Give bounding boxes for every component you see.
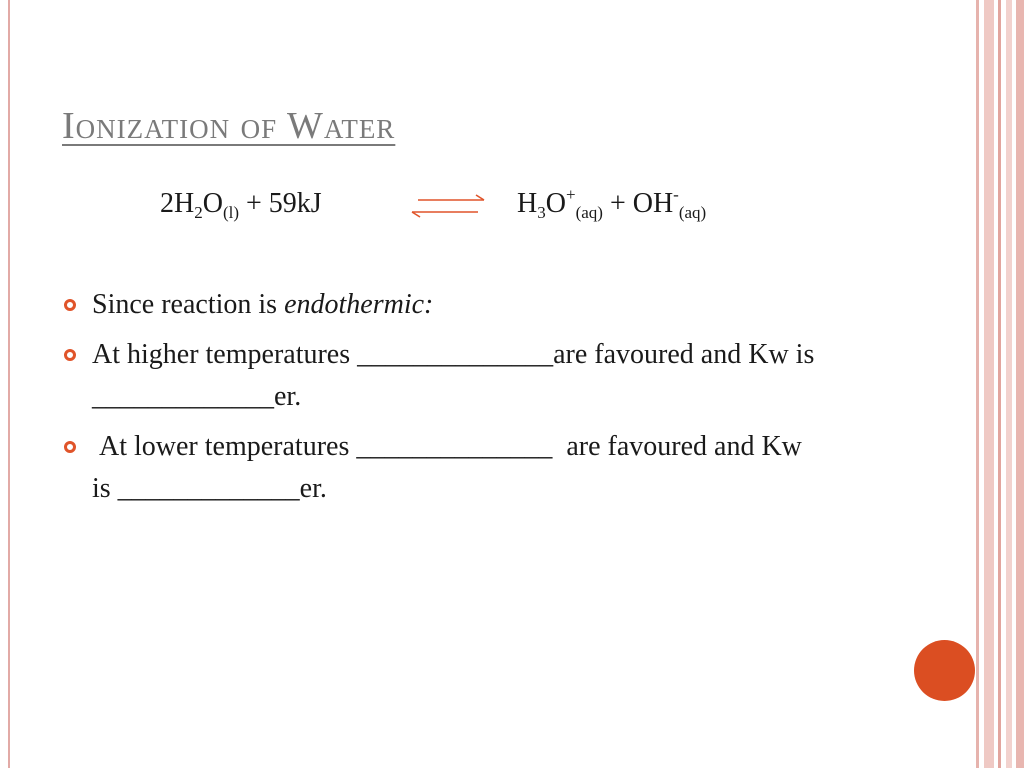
equation-products xyxy=(517,185,707,222)
equilibrium-arrows-icon xyxy=(410,188,490,222)
equation-reactants xyxy=(160,188,322,220)
stripe xyxy=(976,0,979,768)
bullet-emphasis: endothermic: xyxy=(284,289,434,320)
bullet-list xyxy=(62,284,822,518)
bullet-icon xyxy=(64,299,76,311)
decorative-circle xyxy=(914,640,975,701)
bullet-text: At higher temperatures ______________are favoured and Kw is _____________er. xyxy=(92,339,815,412)
reactant-energy: + 59kJ xyxy=(239,188,322,219)
bullet-item xyxy=(62,284,822,326)
reactant-h: 2H xyxy=(160,188,195,219)
state-subscript: (aq) xyxy=(575,203,603,222)
product-hydroxide: + OH xyxy=(602,188,674,219)
bullet-item xyxy=(62,334,822,418)
subscript: 3 xyxy=(537,203,546,222)
stripe xyxy=(984,0,994,768)
stripe xyxy=(1006,0,1012,768)
bullet-icon xyxy=(64,441,76,453)
product-o: O xyxy=(545,188,566,219)
left-border-line xyxy=(8,0,10,768)
stripe xyxy=(1016,0,1024,768)
charge-superscript: + xyxy=(565,185,576,204)
state-subscript: (l) xyxy=(222,203,240,222)
subscript: 2 xyxy=(194,203,203,222)
bullet-text: At lower temperatures ______________ are favoured and Kw is _____________er. xyxy=(92,431,809,504)
right-decorative-stripes xyxy=(976,0,1024,768)
bullet-icon xyxy=(64,349,76,361)
bullet-text: Since reaction is xyxy=(92,289,285,320)
product-h: H xyxy=(517,188,538,219)
reactant-o: O xyxy=(202,188,223,219)
charge-superscript: - xyxy=(673,185,679,204)
stripe xyxy=(998,0,1001,768)
slide-title: Ionization of Water xyxy=(62,105,396,147)
bullet-item xyxy=(62,426,822,510)
state-subscript: (aq) xyxy=(678,203,707,222)
